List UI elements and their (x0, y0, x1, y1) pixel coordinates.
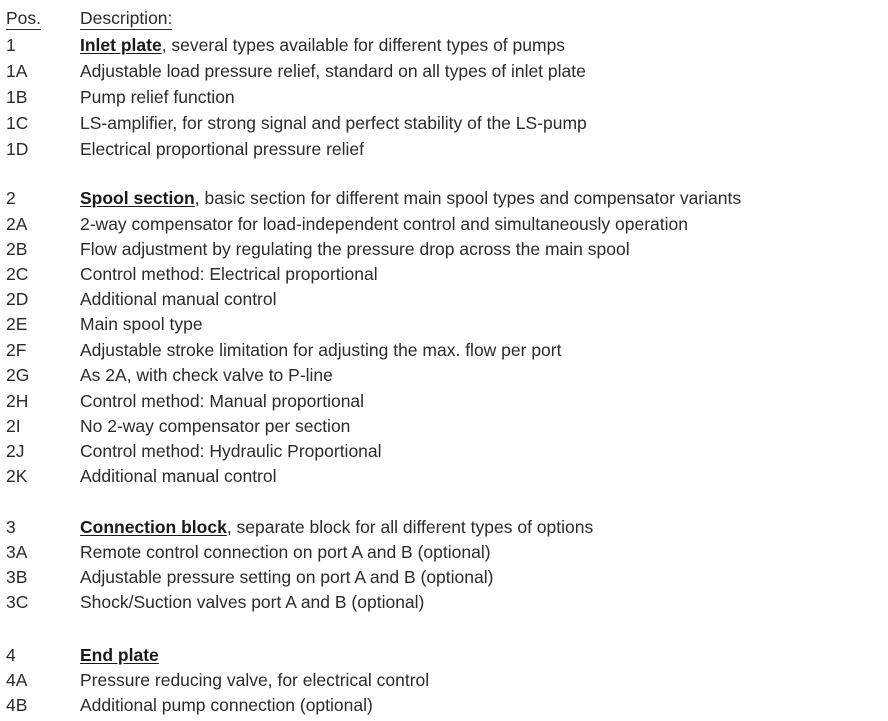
item-text: 2-way compensator for load-independent control and simultaneously operation (80, 214, 689, 234)
list-item (0, 85, 888, 110)
list-item (0, 111, 888, 136)
group-title: Inlet plate (80, 35, 162, 55)
item-text: Adjustable pressure setting on port A and B (optional) (80, 567, 494, 587)
group-row (0, 33, 888, 58)
group-row (0, 186, 888, 211)
list-item (0, 565, 888, 590)
item-pos: 2E (6, 314, 28, 334)
item-pos: 2D (6, 289, 29, 309)
group-pos: 2 (6, 188, 16, 208)
list-item (0, 590, 888, 615)
item-text: No 2-way compensator per section (80, 416, 351, 436)
item-text: Control method: Manual proportional (80, 391, 365, 411)
item-text: Additional manual control (80, 466, 277, 486)
item-text: Adjustable load pressure relief, standard on all types of inlet plate (80, 61, 586, 81)
group-pos: 1 (6, 35, 16, 55)
pos-column-header: Pos. (6, 8, 42, 28)
list-item (0, 363, 888, 388)
list-item (0, 237, 888, 262)
item-pos: 1D (6, 139, 29, 159)
item-text: Flow adjustment by regulating the pressure drop across the main spool (80, 239, 630, 259)
item-pos: 2I (6, 416, 21, 436)
item-pos: 3B (6, 567, 28, 587)
group-description (80, 515, 593, 540)
group-title-rest: , basic section for different main spool types and compensator variants (194, 188, 742, 208)
list-header (0, 7, 888, 32)
list-item (0, 439, 888, 464)
list-item (0, 338, 888, 363)
list-item (0, 693, 888, 718)
item-pos: 2C (6, 264, 29, 284)
group-title-rest: , separate block for all different types of options (226, 517, 594, 537)
list-item (0, 262, 888, 287)
item-pos: 2J (6, 441, 25, 461)
list-item (0, 59, 888, 84)
group-row (0, 515, 888, 540)
group-description (80, 186, 741, 211)
item-text: Additional manual control (80, 289, 277, 309)
item-text: Remote control connection on port A and B (optional) (80, 542, 491, 562)
list-item (0, 414, 888, 439)
item-pos: 3C (6, 592, 29, 612)
item-pos: 1C (6, 113, 29, 133)
list-item (0, 389, 888, 414)
item-text: Pressure reducing valve, for electrical control (80, 670, 430, 690)
item-pos: 2A (6, 214, 28, 234)
item-text: As 2A, with check valve to P-line (80, 365, 333, 385)
item-text: Main spool type (80, 314, 203, 334)
item-pos: 2B (6, 239, 28, 259)
list-item (0, 540, 888, 565)
group-title-rest: , several types available for different types of pumps (161, 35, 566, 55)
item-text: Control method: Electrical proportional (80, 264, 378, 284)
item-pos: 2F (6, 340, 27, 360)
item-pos: 1A (6, 61, 28, 81)
group-pos: 4 (6, 645, 16, 665)
item-pos: 4B (6, 695, 28, 715)
description-column-header: Description: (80, 8, 173, 28)
item-pos: 2G (6, 365, 30, 385)
list-item (0, 212, 888, 237)
item-pos: 3A (6, 542, 28, 562)
item-pos: 1B (6, 87, 28, 107)
list-item (0, 464, 888, 489)
item-text: Shock/Suction valves port A and B (optional) (80, 592, 425, 612)
group-row (0, 643, 888, 668)
group-title: Spool section (80, 188, 195, 208)
group-description (80, 643, 159, 668)
item-text: Adjustable stroke limitation for adjusting the max. flow per port (80, 340, 562, 360)
item-pos: 4A (6, 670, 28, 690)
list-item (0, 287, 888, 312)
group-title: Connection block (80, 517, 227, 537)
item-text: Electrical proportional pressure relief (80, 139, 365, 159)
item-text: Additional pump connection (optional) (80, 695, 373, 715)
item-text: Control method: Hydraulic Proportional (80, 441, 382, 461)
item-pos: 2K (6, 466, 28, 486)
item-text: LS-amplifier, for strong signal and perfect stability of the LS-pump (80, 113, 587, 133)
group-description (80, 33, 565, 58)
group-title: End plate (80, 645, 159, 665)
list-item (0, 668, 888, 693)
list-item (0, 312, 888, 337)
item-text: Pump relief function (80, 87, 235, 107)
group-pos: 3 (6, 517, 16, 537)
item-pos: 2H (6, 391, 29, 411)
list-item (0, 137, 888, 162)
